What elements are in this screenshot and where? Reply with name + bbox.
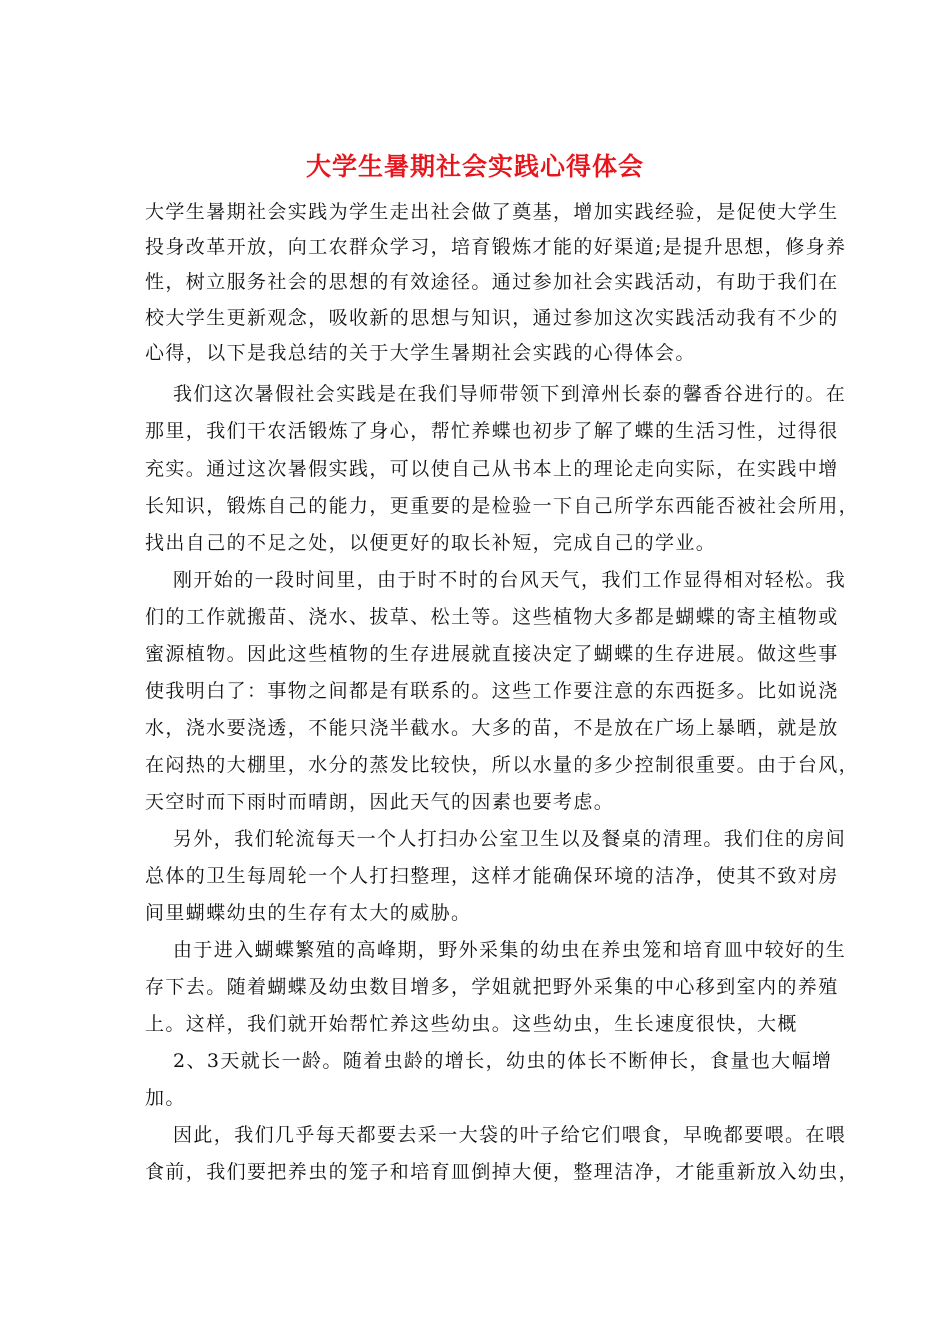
text-line-25: 加。: [145, 1087, 186, 1109]
text-line-26: 因此，我们几乎每天都要去采一大袋的叶子给它们喂食，早晚都要喂。在喂: [173, 1124, 847, 1146]
text-line-14: 使我明白了：事物之间都是有联系的。这些工作要注意的东西挺多。比如说浇: [145, 680, 839, 702]
text-line-9: 长知识，锻炼自己的能力，更重要的是检验一下自己所学东西能否被社会所用，: [145, 495, 860, 517]
text-line-2: 投身改革开放，向工农群众学习，培育锻炼才能的好渠道;是提升思想，修身养: [145, 236, 847, 258]
text-line-18: 另外，我们轮流每天一个人打扫办公室卫生以及餐桌的清理。我们住的房间: [173, 828, 847, 850]
text-line-12: 们的工作就搬苗、浇水、拔草、松土等。这些植物大多都是蝴蝶的寄主植物或: [145, 606, 839, 628]
text-line-27: 食前，我们要把养虫的笼子和培育皿倒掉大便，整理洁净，才能重新放入幼虫，: [145, 1161, 860, 1183]
text-line-3: 性，树立服务社会的思想的有效途径。通过参加社会实践活动，有助于我们在: [145, 271, 839, 293]
text-line-15: 水，浇水要浇透，不能只浇半截水。大多的苗，不是放在广场上暴晒，就是放: [145, 717, 839, 739]
text-line-6: 我们这次暑假社会实践是在我们导师带领下到漳州长泰的馨香谷进行的。在: [173, 383, 847, 405]
text-line-13: 蜜源植物。因此这些植物的生存进展就直接决定了蝴蝶的生存进展。做这些事: [145, 643, 839, 665]
text-line-8: 充实。通过这次暑假实践，可以使自己从书本上的理论走向实际，在实践中增: [145, 458, 839, 480]
text-line-4: 校大学生更新观念，吸收新的思想与知识，通过参加这次实践活动我有不少的: [145, 307, 839, 329]
text-line-1: 大学生暑期社会实践为学生走出社会做了奠基，增加实践经验，是促使大学生: [145, 201, 839, 223]
text-line-17: 天空时而下雨时而晴朗，因此天气的因素也要考虑。: [145, 791, 615, 813]
text-line-7: 那里，我们干农活锻炼了身心，帮忙养蝶也初步了解了蝶的生活习性，过得很: [145, 420, 839, 442]
text-line-19: 总体的卫生每周轮一个人打扫整理，这样才能确保环境的洁净，使其不致对房: [145, 865, 839, 887]
text-line-24: 2、3天就长一龄。随着虫龄的增长，幼虫的体长不断伸长，食量也大幅增: [173, 1050, 833, 1072]
text-line-22: 存下去。随着蝴蝶及幼虫数目增多，学姐就把野外采集的中心移到室内的养殖: [145, 976, 839, 998]
text-line-20: 间里蝴蝶幼虫的生存有太大的威胁。: [145, 902, 472, 924]
text-line-11: 刚开始的一段时间里，由于时不时的台风天气，我们工作显得相对轻松。我: [173, 569, 847, 591]
text-line-16: 在闷热的大棚里，水分的蒸发比较快，所以水量的多少控制很重要。由于台风，: [145, 754, 860, 776]
text-line-5: 心得，以下是我总结的关于大学生暑期社会实践的心得体会。: [145, 342, 696, 364]
document-title: 大学生暑期社会实践心得体会: [305, 152, 644, 181]
text-line-10: 找出自己的不足之处，以便更好的取长补短，完成自己的学业。: [145, 532, 717, 554]
text-line-21: 由于进入蝴蝶繁殖的高峰期，野外采集的幼虫在养虫笼和培育皿中较好的生: [173, 939, 847, 961]
text-line-23: 上。这样，我们就开始帮忙养这些幼虫。这些幼虫，生长速度很快，大概: [145, 1013, 798, 1035]
